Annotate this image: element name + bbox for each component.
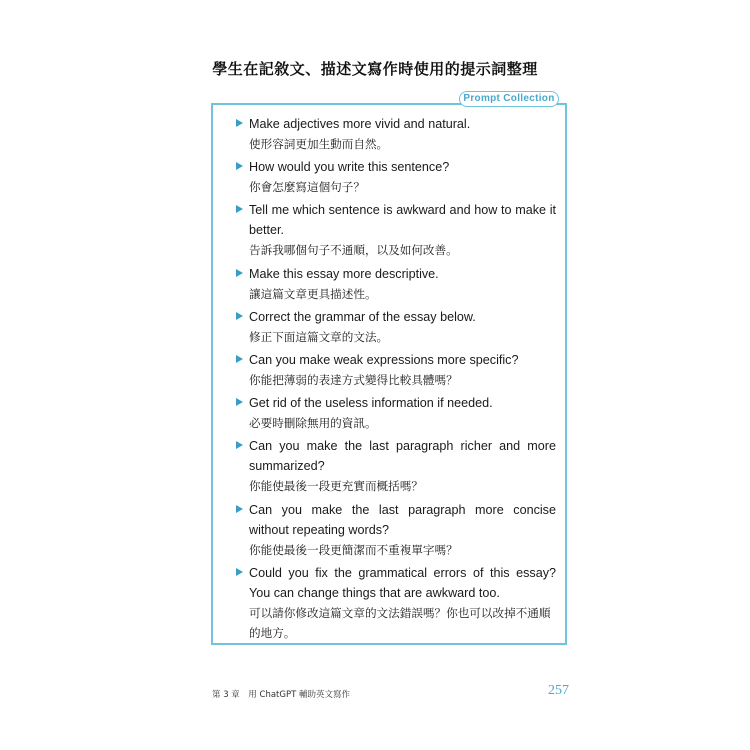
prompt-english: How would you write this sentence? (249, 160, 450, 175)
triangle-bullet-icon (236, 119, 243, 127)
triangle-bullet-icon (236, 441, 243, 449)
triangle-bullet-icon (236, 269, 243, 277)
prompt-english: Make this essay more descriptive. (249, 266, 439, 281)
prompt-chinese: 你能使最後一段更簡潔而不重複單字嗎？ (249, 542, 458, 557)
prompt-english: Correct the grammar of the essay below. (249, 309, 476, 324)
prompt-item (236, 393, 556, 433)
prompt-item (236, 114, 556, 154)
page-title: 學生在記敘文、描述文寫作時使用的提示詞整理 (212, 60, 538, 78)
triangle-bullet-icon (236, 505, 243, 513)
prompt-english: Make adjectives more vivid and natural. (249, 117, 471, 131)
prompt-english: Get rid of the useless information if needed. (249, 396, 493, 411)
prompt-item (236, 200, 556, 260)
prompt-chinese: 你會怎麼寫這個句子？ (249, 180, 365, 195)
prompt-chinese: 修正下面這篇文章的文法。 (249, 329, 389, 344)
prompt-item (236, 563, 556, 643)
triangle-bullet-icon (236, 568, 243, 576)
page-number: 257 (548, 683, 569, 698)
prompt-chinese: 你能使最後一段更充實而概括嗎？ (249, 479, 423, 494)
triangle-bullet-icon (236, 205, 243, 213)
prompt-chinese: 可以請你修改這篇文章的文法錯誤嗎？你也可以改掉不通順的地方。 (249, 605, 551, 640)
prompt-english: Can you make the last paragraph richer and more summarized? (249, 439, 556, 474)
triangle-bullet-icon (236, 398, 243, 406)
prompt-chinese: 你能把薄弱的表達方式變得比較具體嗎？ (249, 372, 458, 387)
prompt-english: Could you fix the grammatical errors of this essay? You can change things that are awkward too. (249, 565, 556, 600)
triangle-bullet-icon (236, 162, 243, 170)
prompt-item (236, 436, 556, 496)
prompt-item (236, 264, 556, 304)
prompt-english: Can you make the last paragraph more concise without repeating words? (249, 502, 556, 537)
prompt-chinese: 使形容詞更加生動而自然。 (249, 137, 389, 151)
prompt-item (236, 500, 556, 560)
prompt-english: Tell me which sentence is awkward and how to make it better. (249, 203, 556, 238)
triangle-bullet-icon (236, 355, 243, 363)
prompt-item (236, 307, 556, 347)
prompt-item (236, 157, 556, 197)
prompt-collection-tag: Prompt Collection (459, 91, 559, 107)
prompt-chinese: 告訴我哪個句子不通順，以及如何改善。 (249, 243, 458, 258)
footer-chapter-label: 第 3 章 用 ChatGPT 輔助英文寫作 (212, 690, 350, 700)
prompt-item (236, 350, 556, 390)
prompt-list (236, 114, 556, 646)
triangle-bullet-icon (236, 312, 243, 320)
prompt-chinese: 讓這篇文章更具描述性。 (249, 286, 377, 301)
prompt-english: Can you make weak expressions more specific? (249, 352, 519, 367)
prompt-chinese: 必要時刪除無用的資訊。 (249, 416, 377, 431)
